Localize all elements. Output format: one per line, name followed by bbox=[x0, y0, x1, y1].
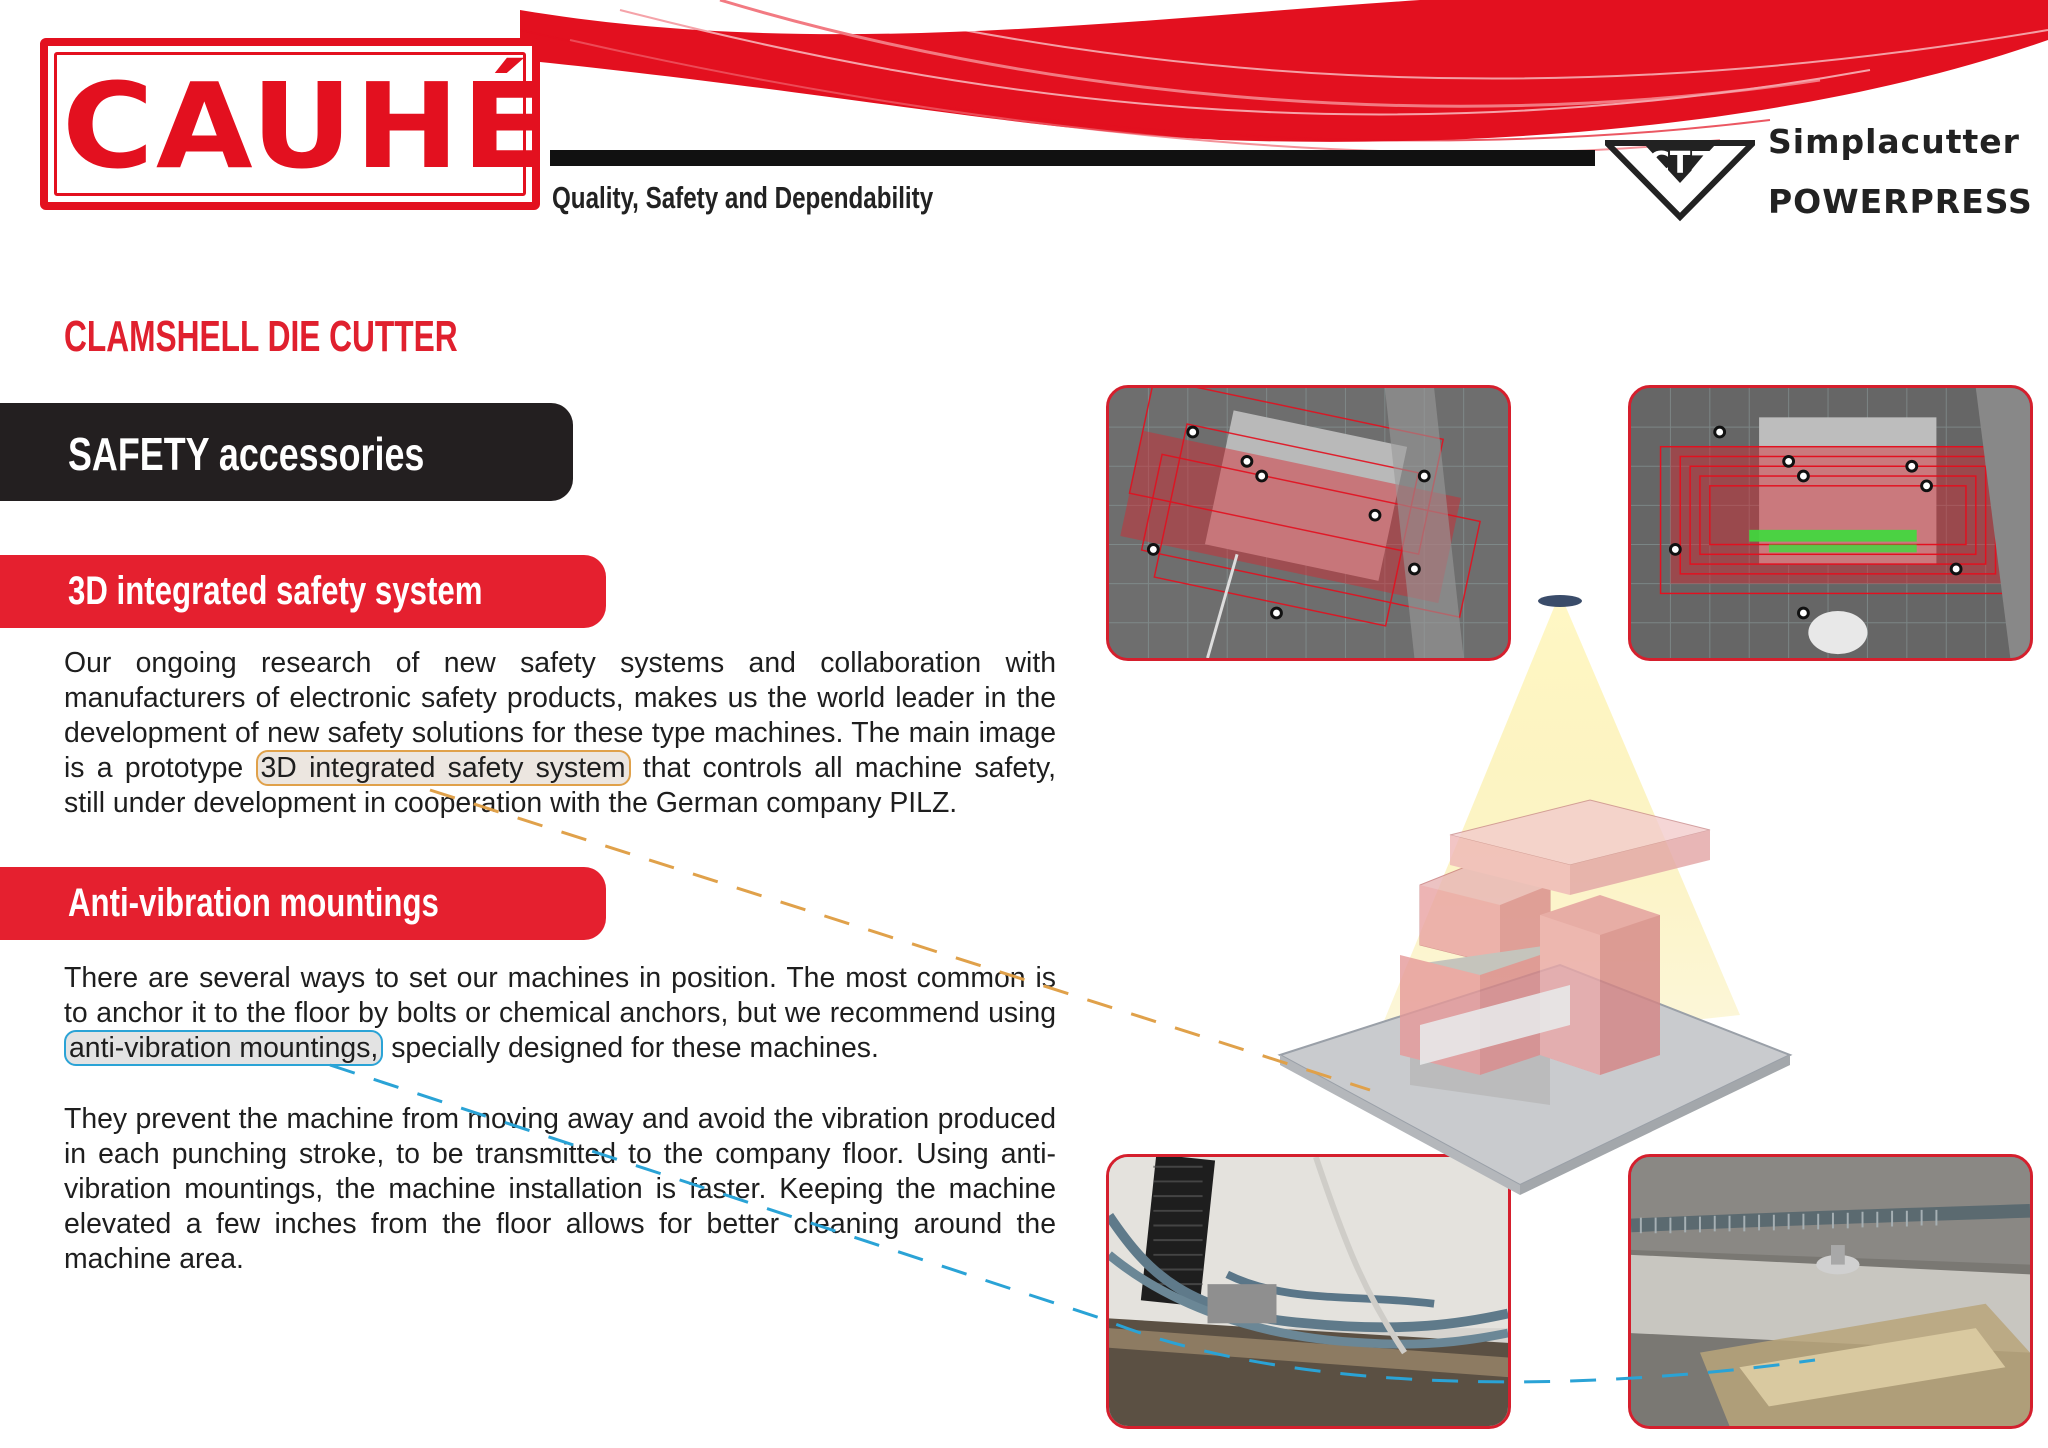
ctz-logo-icon bbox=[1605, 125, 1755, 225]
cauhe-logo bbox=[40, 38, 550, 210]
brand-powerpress: POWERPRESS bbox=[1768, 182, 2033, 221]
highlight-anti-vibration: anti-vibration mountings, bbox=[64, 1030, 383, 1066]
logo-text: CAUHÉ bbox=[62, 57, 550, 195]
section-header-safety bbox=[0, 403, 573, 501]
page-title: CLAMSHELL DIE CUTTER bbox=[64, 312, 458, 361]
section-header-label: SAFETY accessories bbox=[68, 428, 425, 480]
subsection-header-label: Anti-vibration mountings bbox=[68, 881, 439, 925]
subsection-header-anti-vibration bbox=[0, 867, 606, 940]
paragraph-text: Our ongoing research of new safety systems and collaboration with manufacturers of electronic safety products, makes us the world leader in the development of new safety solutions for these type machines. The main image is a prototype bbox=[64, 647, 1056, 784]
subsection-header-3d-safety bbox=[0, 555, 606, 628]
paragraph-text: that controls all machine safety, still under development in cooperation with the German company PILZ. bbox=[64, 752, 1056, 819]
header-divider-bar bbox=[550, 150, 1595, 166]
subsection-header-label: 3D integrated safety system bbox=[68, 569, 483, 613]
camera-sensor-icon bbox=[1538, 595, 1582, 607]
paragraph-anti-vibration-benefits: They prevent the machine from moving away and avoid the vibration produced in each punching stroke, to be transmitted to the company floor. Using anti-vibration mountings, the machine installation is faster. Keeping the machine elevated a few inches from the floor allows for better cleaning around the machine area. bbox=[64, 1103, 1056, 1275]
paragraph-text: specially designed for these machines. bbox=[383, 1032, 879, 1064]
ctz-logo-text: CTZ bbox=[1647, 146, 1713, 181]
highlight-3d-safety: 3D integrated safety system bbox=[256, 750, 631, 786]
paragraph-text: There are several ways to set our machines in position. The most common is to anchor it to the floor by bolts or chemical anchors, but we recommend using bbox=[64, 962, 1056, 1029]
brand-simplacutter: Simplacutter bbox=[1768, 122, 2020, 161]
paragraph-3d-safety bbox=[64, 646, 1056, 821]
main-3d-safety-illustration bbox=[1220, 585, 1840, 1225]
paragraph-anti-vibration bbox=[64, 961, 1056, 1066]
tagline: Quality, Safety and Dependability bbox=[552, 180, 934, 215]
